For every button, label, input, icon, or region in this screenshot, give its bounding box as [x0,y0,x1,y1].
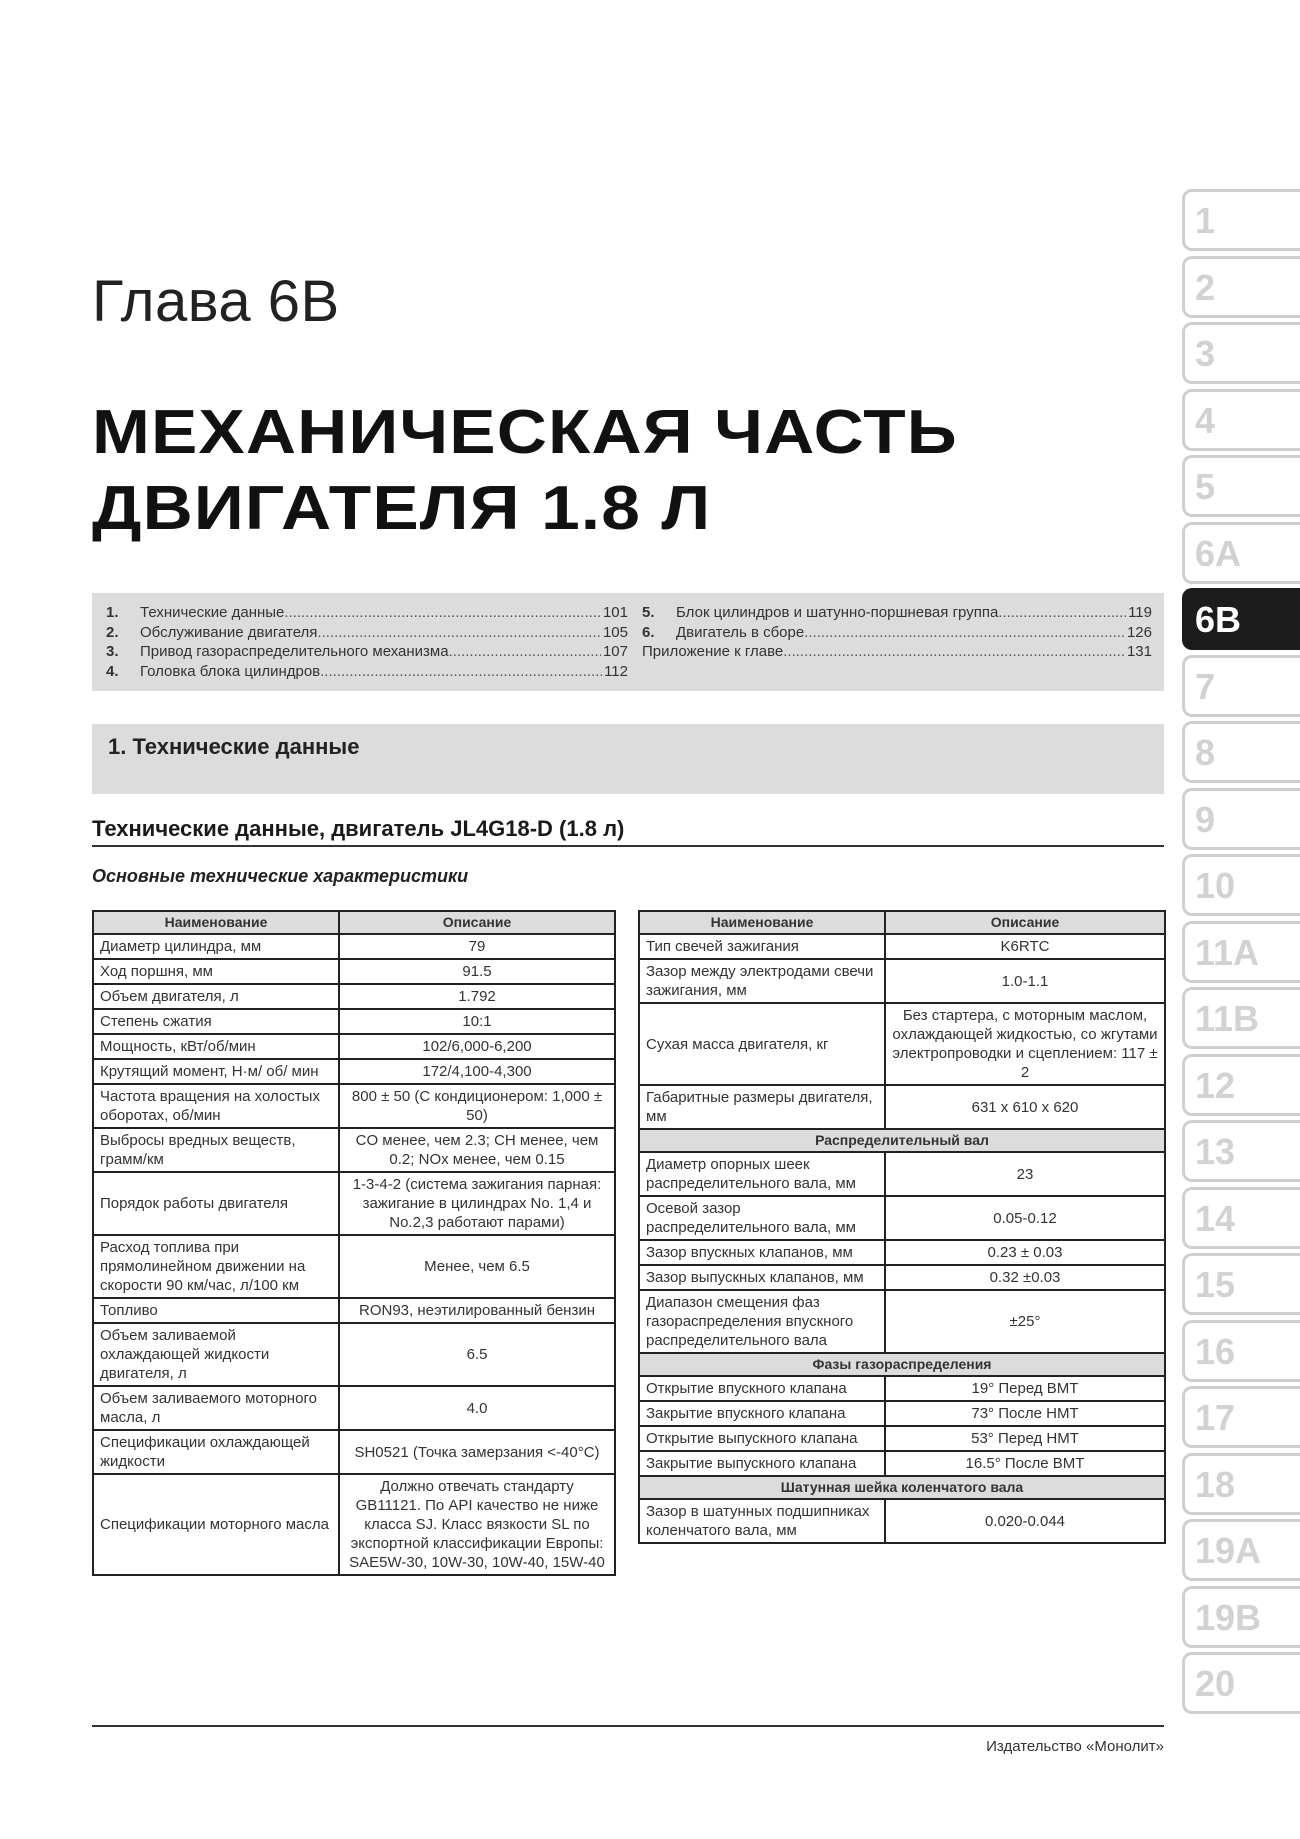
toc-item-text: Головка блока цилиндров ..... [140,662,602,682]
chapter-tab-label: 14 [1195,1197,1236,1239]
row-name: Выбросы вредных веществ, грамм/км [93,1128,339,1172]
chapter-tab-label: 13 [1195,1131,1236,1172]
row-name: Объем заливаемой охлаждающей жидкости двигателя, л [93,1323,339,1386]
chapter-tab-label: 8 [1195,732,1216,773]
chapter-tab-label: 7 [1195,665,1216,707]
column-header-desc: Описание [885,911,1165,934]
chapter-tab-label: 11B [1195,998,1260,1039]
table-row [93,1009,615,1034]
column-header-desc: Описание [339,911,615,934]
table-row [93,1059,615,1084]
row-name: Спецификации охлаждающей жидкости [93,1430,339,1474]
row-value: 1.0-1.1 [885,959,1165,1003]
row-value: CO менее, чем 2.3; CH менее, чем 0.2; NOx менее, чем 0.15 [339,1128,615,1172]
chapter-tab-label: 11A [1195,931,1260,973]
table-row [639,1401,1165,1426]
toc-item[interactable] [642,603,1152,623]
table-row [639,1152,1165,1196]
table-row [93,1128,615,1172]
chapter-title-line-2: ДВИГАТЕЛЯ 1.8 Л [92,474,712,543]
toc-item-text: Обслуживание двигателя ..... [140,623,601,643]
table-row [639,1426,1165,1451]
table-row [639,1499,1165,1543]
section-title: 1. Технические данные [108,734,360,759]
group-title: Шатунная шейка коленчатого вала [639,1476,1165,1499]
row-value: 0.32 ±0.03 [885,1265,1165,1290]
row-name: Топливо [93,1298,339,1323]
row-name: Степень сжатия [93,1009,339,1034]
row-value: 16.5° После ВМТ [885,1451,1165,1476]
table-row [639,934,1165,959]
table-row [93,1034,615,1059]
row-value: SH0521 (Точка замерзания <-40°C) [339,1430,615,1474]
row-name: Зазор между электродами свечи зажигания, мм [639,959,885,1003]
toc-column-left [106,603,628,681]
toc-item-number: 2. [106,623,119,641]
toc-column-right [642,603,1152,662]
footer-divider [92,1725,1164,1727]
chapter-tab[interactable] [1182,322,1300,384]
table-row [639,959,1165,1003]
toc-item[interactable] [106,623,628,643]
chapter-tab[interactable] [1182,1519,1300,1581]
row-name: Ход поршня, мм [93,959,339,984]
row-value: 172/4,100-4,300 [339,1059,615,1084]
row-value: 10:1 [339,1009,615,1034]
row-name: Диаметр цилиндра, мм [93,934,339,959]
row-name: Спецификации моторного масла [93,1474,339,1575]
table-row [93,1298,615,1323]
column-header-name: Наименование [93,911,339,934]
row-value: 73° После НМТ [885,1401,1165,1426]
table-header-row [639,911,1165,934]
row-value: 1-3-4-2 (система зажигания парная: зажигание в цилиндрах No. 1,4 и No.2,3 работают парами) [339,1172,615,1235]
group-title: Распределительный вал [639,1129,1165,1152]
row-name: Расход топлива при прямолинейном движении на скорости 90 км/час, л/100 км [93,1235,339,1298]
column-header-name: Наименование [639,911,885,934]
chapter-tab[interactable] [1182,1586,1300,1648]
table-row [639,1290,1165,1353]
chapter-tab[interactable] [1182,1253,1300,1315]
row-value: 23 [885,1152,1165,1196]
row-value: K6RTC [885,934,1165,959]
toc-item-number: 1. [106,604,119,621]
toc-item-text: Привод газораспределительного механизма ..... [140,642,601,662]
table-row [639,1240,1165,1265]
toc-item[interactable] [642,623,1152,643]
table-row [93,1474,615,1575]
row-value: 631 x 610 x 620 [885,1085,1165,1129]
row-name: Тип свечей зажигания [639,934,885,959]
spec-table-left [92,910,616,1576]
table-row [93,1430,615,1474]
row-value: 79 [339,934,615,959]
row-name: Зазор впускных клапанов, мм [639,1240,885,1265]
row-name: Зазор выпускных клапанов, мм [639,1265,885,1290]
chapter-tab-label: 10 [1195,865,1236,906]
chapter-title-line-1: МЕХАНИЧЕСКАЯ ЧАСТЬ [92,398,958,467]
table-group-row [639,1353,1165,1376]
toc-item-page: 131 [1126,643,1152,660]
section-header [92,724,1164,794]
group-title: Фазы газораспределения [639,1353,1165,1376]
table-row [93,984,615,1009]
chapter-tab[interactable] [1182,1054,1300,1116]
toc-item-page: 101 [602,604,628,621]
table-row [93,959,615,984]
chapter-tab-label: 19B [1195,1596,1262,1638]
row-name: Крутящий момент, Н·м/ об/ мин [93,1059,339,1084]
chapter-tab-label: 18 [1195,1463,1236,1505]
toc-item-page: 119 [1128,604,1152,621]
toc-item-page: 112 [604,662,628,680]
table-row [639,1265,1165,1290]
toc-item-text: Двигатель в сборе ..... [676,623,1125,643]
divider [92,845,1164,847]
row-value: 91.5 [339,959,615,984]
chapter-tab[interactable] [1182,588,1300,650]
row-name: Зазор в шатунных подшипниках коленчатого вала, мм [639,1499,885,1543]
chapter-tab[interactable] [1182,189,1300,251]
toc-item-text: Технические данные ..... [140,603,601,623]
row-name: Открытие выпускного клапана [639,1426,885,1451]
row-name: Осевой зазор распределительного вала, мм [639,1196,885,1240]
row-name: Мощность, кВт/об/мин [93,1034,339,1059]
toc-item[interactable] [642,642,1152,662]
chapter-tab-label: 16 [1195,1330,1236,1372]
chapter-tab[interactable] [1182,854,1300,916]
chapter-title [92,395,958,547]
row-value: 0.020-0.044 [885,1499,1165,1543]
table-group-row [639,1129,1165,1152]
chapter-tab[interactable] [1182,256,1300,318]
chapter-tab-label: 15 [1195,1264,1236,1305]
row-value: 53° Перед НМТ [885,1426,1165,1451]
row-value: 1.792 [339,984,615,1009]
toc-item-number: 3. [106,643,119,660]
table-header-row [93,911,615,934]
toc-item[interactable] [106,603,628,623]
toc-item-number: 6. [642,623,655,641]
publisher-footer: Издательство «Монолит» [986,1738,1164,1755]
table-row [93,1172,615,1235]
table-row [93,1323,615,1386]
chapter-tab-label: 17 [1195,1397,1236,1438]
toc-item-number: 4. [106,662,119,680]
spec-table-right-body [639,934,1165,1543]
table-row [93,1235,615,1298]
chapter-tab-label: 5 [1195,466,1216,507]
chapter-tab-label: 4 [1195,399,1216,441]
toc-item[interactable] [106,642,628,662]
table-of-contents [92,593,1164,691]
chapter-tab[interactable] [1182,522,1300,584]
row-value: 0.05-0.12 [885,1196,1165,1240]
row-value: RON93, неэтилированный бензин [339,1298,615,1323]
chapter-tab[interactable] [1182,455,1300,517]
table-row [93,934,615,959]
row-name: Закрытие впускного клапана [639,1401,885,1426]
row-value: 800 ± 50 (С кондиционером: 1,000 ± 50) [339,1084,615,1128]
chapter-tab[interactable] [1182,1120,1300,1182]
chapter-tab[interactable] [1182,921,1300,983]
row-value: 4.0 [339,1386,615,1430]
table-row [639,1376,1165,1401]
row-value: Менее, чем 6.5 [339,1235,615,1298]
toc-item-page: 126 [1126,623,1152,641]
chapter-tab-label: 20 [1195,1663,1236,1704]
row-name: Сухая масса двигателя, кг [639,1003,885,1085]
table-row [639,1085,1165,1129]
row-name: Частота вращения на холостых оборотах, об/мин [93,1084,339,1128]
table-row [639,1003,1165,1085]
row-value: Должно отвечать стандарту GB11121. По API качество не ниже класса SJ. Класс вязкости SL по экспортной классификации Европы: SAE5W-30, 10W-30, 10W-40, 15W-40 [339,1474,615,1575]
row-name: Габаритные размеры двигателя, мм [639,1085,885,1129]
table-row [639,1196,1165,1240]
chapter-tab[interactable] [1182,721,1300,783]
table-row [93,1084,615,1128]
chapter-tab[interactable] [1182,389,1300,451]
sub-heading: Технические данные, двигатель JL4G18-D (1.8 л) [92,816,625,841]
chapter-tab-label: 6A [1195,532,1242,574]
chapter-tab-label: 19A [1195,1530,1262,1571]
row-value: ±25° [885,1290,1165,1353]
spec-table-right [638,910,1166,1544]
chapter-tab-label: 9 [1195,798,1216,840]
row-name: Порядок работы двигателя [93,1172,339,1235]
chapter-tab[interactable] [1182,1386,1300,1448]
toc-item-text: Блок цилиндров и шатунно-поршневая группа ..... [676,603,1126,623]
chapter-tab[interactable] [1182,655,1300,717]
italic-heading: Основные технические характеристики [92,866,469,886]
chapter-tab[interactable] [1182,1320,1300,1382]
chapter-tab-label: 1 [1195,200,1216,241]
chapter-tab[interactable] [1182,1453,1300,1515]
chapter-tab[interactable] [1182,1652,1300,1714]
table-group-row [639,1476,1165,1499]
row-value: Без стартера, с моторным маслом, охлаждающей жидкостью, со жгутами электропроводки и сцеплением: 117 ± 2 [885,1003,1165,1085]
toc-item-page: 105 [602,623,628,641]
chapter-tab-label: 6B [1195,599,1242,640]
chapter-tab-label: 12 [1195,1064,1236,1106]
toc-item-page: 107 [602,643,628,660]
row-name: Диаметр опорных шеек распределительного вала, мм [639,1152,885,1196]
toc-item-number: 5. [642,604,655,621]
chapter-tab-label: 3 [1195,333,1216,374]
row-name: Объем двигателя, л [93,984,339,1009]
row-name: Диапазон смещения фаз газораспределения впускного распределительного вала [639,1290,885,1353]
chapter-label: Глава 6В [92,269,340,334]
row-value: 0.23 ± 0.03 [885,1240,1165,1265]
chapter-tabs [1182,189,1300,1719]
row-value: 19° Перед ВМТ [885,1376,1165,1401]
row-name: Открытие впускного клапана [639,1376,885,1401]
table-row [93,1386,615,1430]
table-row [639,1451,1165,1476]
chapter-tab[interactable] [1182,987,1300,1049]
chapter-tab[interactable] [1182,1187,1300,1249]
spec-table-left-body [93,934,615,1575]
row-name: Объем заливаемого моторного масла, л [93,1386,339,1430]
chapter-tab[interactable] [1182,788,1300,850]
toc-item[interactable] [106,662,628,682]
row-value: 6.5 [339,1323,615,1386]
row-name: Закрытие выпускного клапана [639,1451,885,1476]
chapter-tab-label: 2 [1195,266,1216,308]
row-value: 102/6,000-6,200 [339,1034,615,1059]
toc-item-text: Приложение к главе ..... [642,642,1125,662]
